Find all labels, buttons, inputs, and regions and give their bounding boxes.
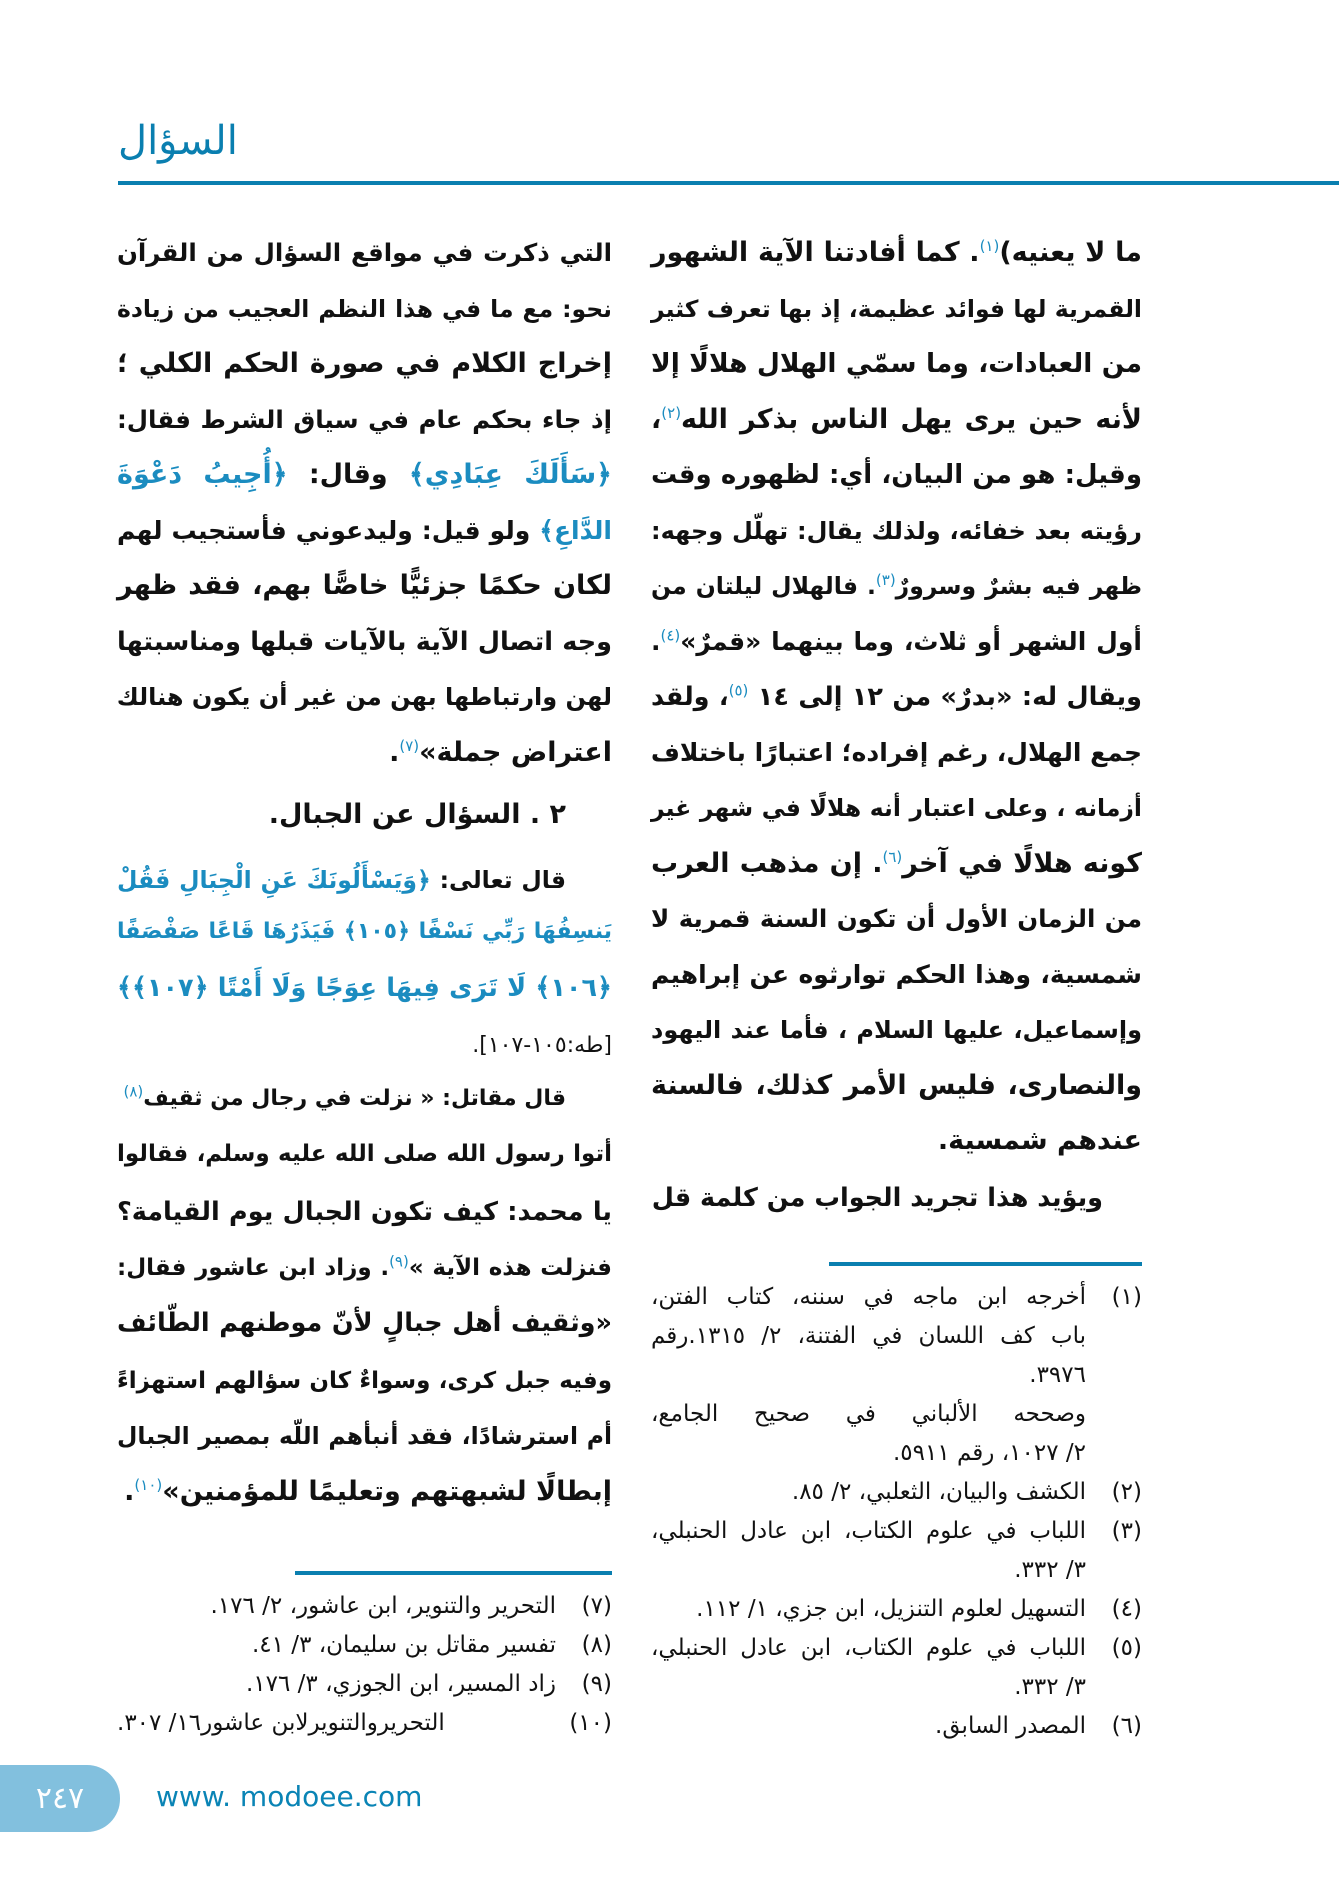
footnote-line [651,1512,1142,1550]
section-heading [117,790,566,840]
footnote-line [651,1473,1142,1511]
quran-verse: ﴿وَيَسْأَلُونَكَ عَنِ الْجِبَالِ فَقُلْ [117,866,431,894]
text-line [117,617,612,667]
text-segment: وقيل: هو من البيان، أي: لظهوره وقت [651,460,1142,490]
text-segment: «وثقيف أهل جبالٍ لأنّ موطنهم الطّائف [117,1308,612,1338]
footnote-text: المصدر السابق. [935,1713,1086,1739]
footnote-line [651,1551,1142,1589]
footnote-ref[interactable]: (٣) [875,571,896,590]
footnote-ref[interactable]: (٨) [123,1082,144,1101]
text-segment: نحو: مع ما في هذا النظم العجيب من زيادة [117,294,612,323]
footnote-line [651,1395,1142,1433]
footnote-line [651,1317,1142,1355]
text-line [117,1243,612,1293]
text-line [651,950,1142,1000]
text-segment: ويقال له: «بدرٌ» من ١٢ إلى ١٤ [748,682,1142,712]
footnote-number: (٧) [581,1593,612,1619]
text-line [651,450,1142,500]
footnote-ref[interactable]: (٤) [660,626,681,645]
text-line [117,1074,566,1124]
text-segment: يا محمد: كيف تكون الجبال يوم القيامة؟ [117,1197,612,1227]
footnote-text: تفسير مقاتل بن سليمان، ٣/ ٤١. [251,1632,556,1658]
text-segment: من الزمان الأول أن تكون السنة قمرية لا [651,904,1142,933]
footnote-line [651,1434,1142,1472]
text-segment: وفيه جبل كرى، وسواءٌ كان سؤالهم استهزاءً [117,1368,612,1394]
footnote-text: التحريروالتنويرلابن عاشور١٦/ ٣٠٧. [117,1710,445,1736]
text-line [117,963,612,1013]
footnote-number: (١٠) [569,1710,612,1736]
text-line [651,561,1142,611]
text-line [651,1116,1142,1166]
text-line [117,284,612,334]
text-segment: [طه:١٠٥-١٠٧]. [472,1033,612,1058]
text-segment: . [389,736,400,768]
text-segment: ظهر فيه بشرٌ وسرورٌ [895,572,1142,600]
running-header-title: السؤال [118,118,238,164]
text-segment: رؤيته بعد خفائه، ولذلك يقال: تهلّل وجهه: [651,516,1142,545]
quran-verse: ﴿سَأَلَكَ عِبَادِي﴾ [408,459,612,490]
text-segment: كونه هلالًا في آخر [902,847,1142,879]
text-line [117,728,612,778]
footnote-ref[interactable]: (٧) [399,736,420,755]
text-line [117,907,612,957]
footnote-ref[interactable]: (١) [979,237,1000,255]
footnote-ref[interactable]: (٢) [661,403,682,422]
text-line [117,1467,612,1517]
text-line [651,894,1142,944]
footnote-text: التسهيل لعلوم التنزيل، ابن جزي، ١/ ١١٢. [696,1596,1086,1622]
footnote-text: ٣/ ٣٣٢. [1014,1557,1086,1583]
website-link[interactable]: www. modoee.com [156,1780,423,1813]
footnote-line [117,1665,612,1703]
footnote-number: (٣) [1111,1518,1142,1544]
text-segment: القمرية لها فوائد عظيمة، إذ بها تعرف كثير [651,294,1142,323]
text-segment: أول الشهر أو ثلاث، وما بينهما «قمرٌ» [680,626,1142,656]
text-segment: وإسماعيل، عليها السلام ، فأما عند اليهود [651,1016,1142,1044]
footnote-line [651,1629,1142,1667]
text-segment: اعتراض جملة» [419,736,612,768]
footnote-text: اللباب في علوم الكتاب، ابن عادل الحنبلي، [651,1635,1086,1661]
text-line [651,284,1142,334]
footnote-number: (٥) [1111,1635,1142,1661]
text-line [117,855,566,905]
footnote-ref[interactable]: (٥) [728,681,749,700]
text-segment: إبطالًا لشبهتهم وتعليمًا للمؤمنين» [162,1476,612,1507]
text-segment: أم استرشادًا، فقد أنبأهم اللّه بمصير الجبال [117,1422,612,1450]
text-line [117,450,612,500]
text-line [117,1356,612,1406]
footnote-text: باب كف اللسان في الفتنة، ٢/ ١٣١٥.رقم [651,1323,1086,1349]
text-segment: ويؤيد هذا تجريد الجواب من كلمة قل [651,1183,1103,1213]
footnote-ref[interactable]: (٦) [882,847,903,866]
footnote-text: اللباب في علوم الكتاب، ابن عادل الحنبلي، [651,1518,1086,1544]
text-segment: . [651,626,661,656]
footnote-line [117,1704,612,1742]
quran-verse: يَنسِفُهَا رَبِّي نَسْفًا ﴿١٠٥﴾ فَيَذَرُهَا قَاعًا صَفْصَفًا [117,919,612,944]
text-line [117,395,612,445]
footnote-ref[interactable]: (١٠) [134,1476,163,1494]
text-segment: لأنه حين يرى يهل الناس بذكر الله [681,403,1142,435]
text-segment: . كما أفادتنا الآية الشهور [651,237,980,268]
text-line [117,1187,612,1237]
text-line [651,783,1142,833]
footnote-number: (١) [1111,1284,1142,1310]
text-segment: فنزلت هذه الآية » [408,1255,612,1281]
verse-citation [117,1021,612,1071]
text-line [117,1411,612,1461]
footnote-number: (٦) [1111,1713,1142,1739]
footnote-text: ٢/ ١٠٢٧، رقم ٥٩١١. [892,1440,1086,1466]
footnote-line [651,1356,1142,1394]
text-line [117,339,612,389]
text-segment: ولو قيل: وليدعوني فأستجيب لهم [117,515,540,545]
text-segment: أتوا رسول الله صلى الله عليه وسلم، فقالوا [117,1141,612,1167]
footnote-number: (٤) [1111,1596,1142,1622]
header-rule [118,181,1339,185]
footnote-text: زاد المسير، ابن الجوزي، ٣/ ١٧٦. [245,1671,556,1697]
text-segment: أزمانه ، وعلى اعتبار أنه هلالًا في شهر غير [651,794,1142,822]
text-segment: من العبادات، وما سمّي الهلال هلالًا إلا [651,348,1142,379]
text-segment: إذ جاء بحكم عام في سياق الشرط فقال: [117,404,612,434]
footnote-text: الكشف والبيان، الثعلبي، ٢/ ٨٥. [791,1479,1086,1505]
footnote-line [117,1626,612,1664]
text-segment: ما لا يعنيه) [999,237,1142,268]
text-segment: شمسية، وهذا الحكم توارثوه عن إبراهيم [651,959,1142,989]
text-line [651,339,1142,389]
quran-verse: ﴿أُجِيبُ دَعْوَةَ [117,459,288,490]
footnote-ref[interactable]: (٩) [389,1252,409,1271]
text-segment: عندهم شمسية. [937,1125,1142,1156]
right-footnote-separator [829,1262,1142,1266]
text-line [117,672,612,722]
text-segment: قال تعالى: [430,866,566,894]
text-segment: وجه اتصال الآية بالآيات قبلها ومناسبتها [117,626,612,657]
footnote-text: أخرجه ابن ماجه في سننه، كتاب الفتن، [651,1284,1086,1310]
text-segment: ٢ . السؤال عن الجبال. [268,799,566,830]
text-line [651,506,1142,556]
quran-verse: الدَّاعِ﴾ [539,515,612,545]
footnote-number: (٨) [581,1632,612,1658]
text-line [117,506,612,556]
footnote-line [651,1668,1142,1706]
footnote-text: وصححه الألباني في صحيح الجامع، [651,1401,1086,1427]
text-segment: . فالهلال ليلتان من [651,572,876,600]
footnote-line [117,1587,612,1625]
footnote-text: التحرير والتنوير، ابن عاشور، ٢/ ١٧٦. [210,1593,556,1619]
footnote-line [651,1707,1142,1745]
quran-verse: ﴿١٠٦﴾ لَا تَرَى فِيهَا عِوَجًا وَلَا أَمْتًا ﴿١٠٧﴾﴾ [117,973,612,1003]
text-line [651,1061,1142,1111]
text-line [651,395,1142,445]
text-segment: . [124,1476,135,1507]
text-line [651,728,1142,778]
text-segment: . وزاد ابن عاشور فقال: [117,1255,390,1281]
footnote-text: ٣/ ٣٣٢. [1014,1674,1086,1700]
left-footnote-separator [295,1571,612,1575]
text-segment: وقال: [287,459,409,490]
text-line [117,561,612,611]
text-segment: قال مقاتل: « نزلت في رجال من ثقيف [143,1086,566,1111]
text-segment: ، ولقد [651,682,729,712]
text-line [117,1129,612,1179]
text-segment: . إن مذهب العرب [651,847,883,879]
footnote-line [651,1590,1142,1628]
text-line [651,617,1142,667]
text-line [117,1298,612,1348]
text-segment: لكان حكمًا جزئيًّا خاصًّا بهم، فقد ظهر [117,570,612,601]
text-line [117,228,612,278]
text-segment: ، [651,403,662,435]
text-segment: إخراج الكلام في صورة الحكم الكلي ؛ [117,348,612,379]
text-line [651,1005,1142,1055]
text-segment: لهن وارتباطها بهن من غير أن يكون هنالك [116,683,612,711]
footnote-text: ٣٩٧٦. [1029,1362,1086,1388]
footnote-number: (٢) [1111,1479,1142,1505]
text-line [651,228,1142,278]
page-number-badge: ٢٤٧ [0,1765,120,1832]
text-segment: والنصارى، فليس الأمر كذلك، فالسنة [651,1069,1142,1101]
text-segment: جمع الهلال، رغم إفراده؛ اعتبارًا باختلاف [650,737,1142,767]
text-segment: التي ذكرت في مواقع السؤال من القرآن [117,238,612,267]
text-line [651,1173,1103,1223]
text-line [651,672,1142,722]
footnote-number: (٩) [581,1671,612,1697]
text-line [651,839,1142,889]
footnote-line [651,1278,1142,1316]
